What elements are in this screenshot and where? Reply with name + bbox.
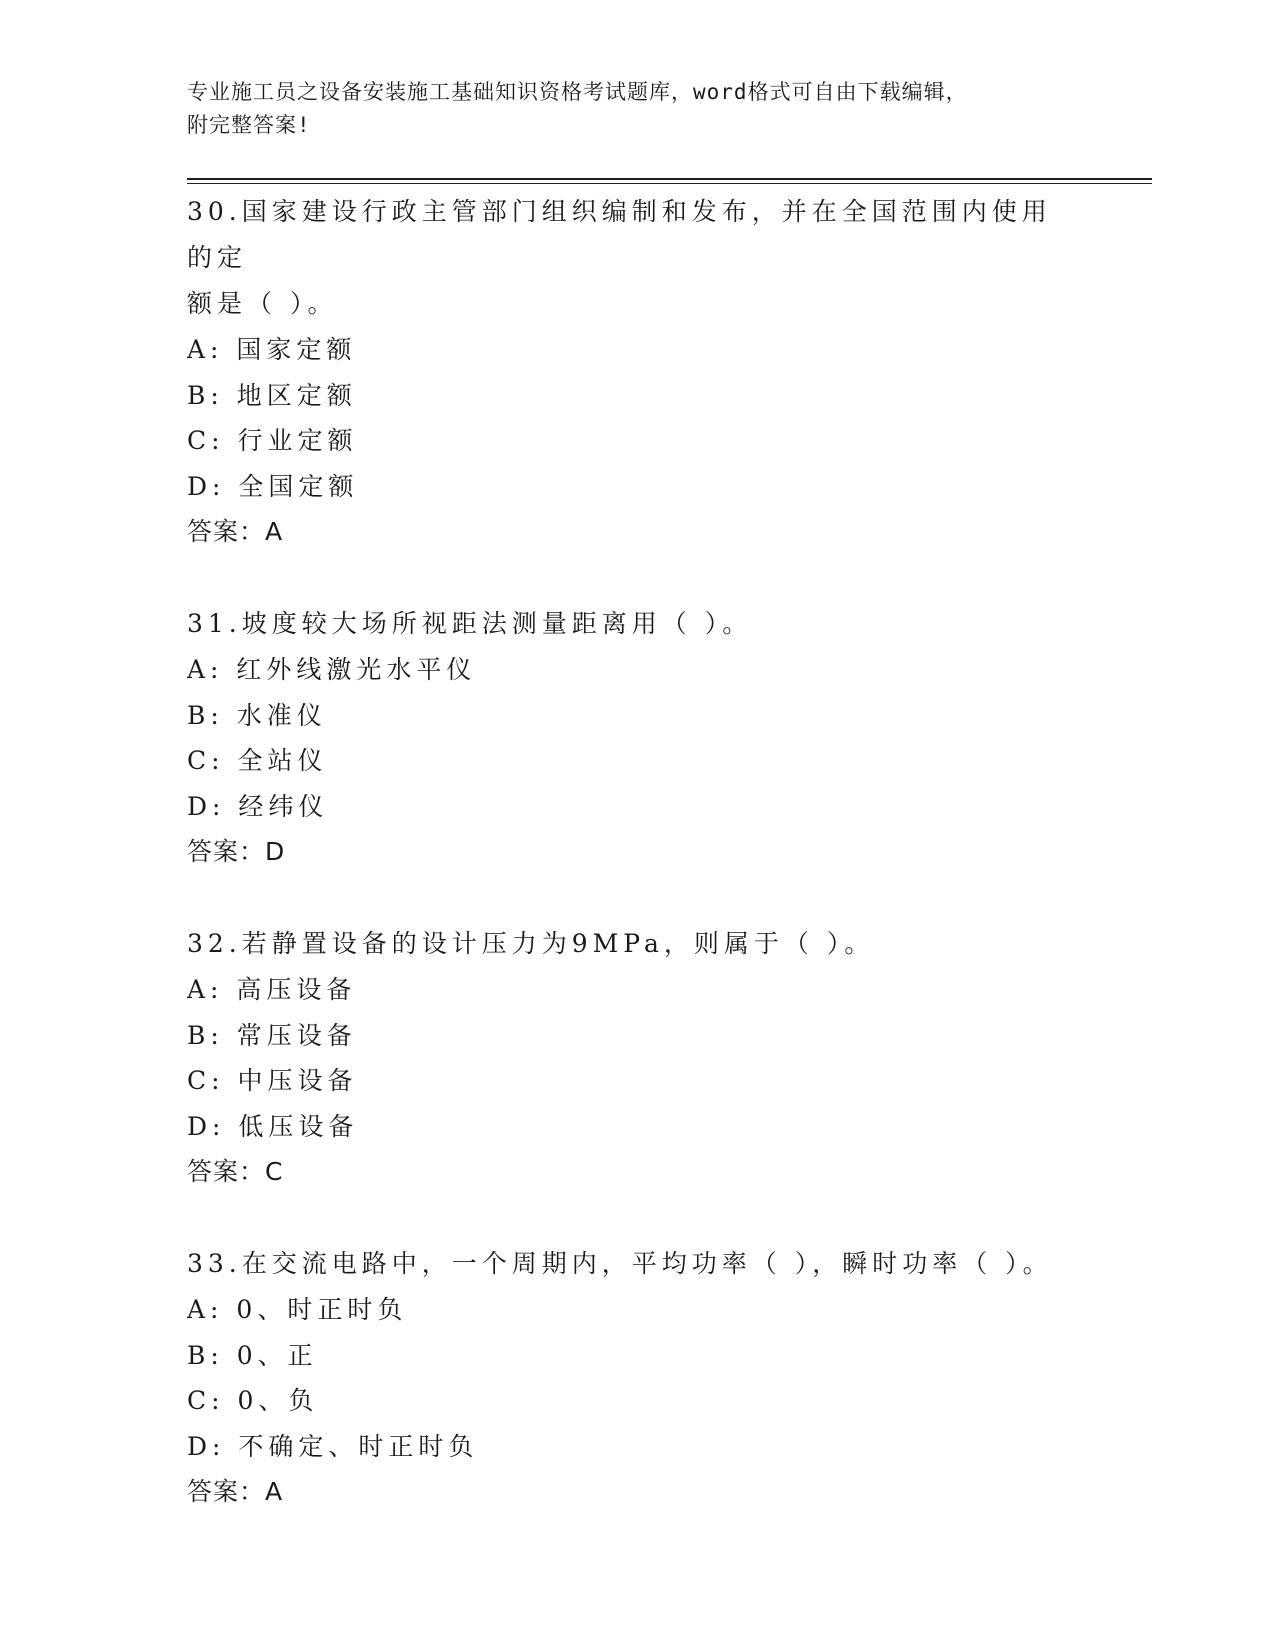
header-title-line-1: 专业施工员之设备安装施工基础知识资格考试题库，word格式可自由下载编辑， — [187, 80, 968, 104]
header-divider-thin — [187, 183, 1152, 184]
document-header — [187, 76, 1067, 142]
question-stem — [187, 1241, 1067, 1287]
answer-line: 答案：A — [187, 1477, 284, 1506]
header-title-line-2: 附完整答案! — [187, 113, 311, 137]
option-d: D: 不确定、时正时负 — [187, 1431, 479, 1461]
option-d: D: 全国定额 — [187, 471, 359, 501]
option-c: C: 全站仪 — [187, 746, 328, 775]
question-31 — [187, 601, 1087, 875]
question-32 — [187, 921, 1087, 1195]
option-c: C: 中压设备 — [187, 1066, 358, 1095]
option-b: B: 常压设备 — [187, 1020, 357, 1050]
option-a: A: 高压设备 — [187, 975, 357, 1004]
question-stem-line-1: 32.若静置设备的设计压力为9MPa，则属于（ ）。 — [187, 929, 875, 958]
option-d: D: 经纬仪 — [187, 791, 329, 821]
question-list — [187, 189, 1087, 1561]
option-c: C: 行业定额 — [187, 426, 358, 455]
question-stem-line-1: 30.国家建设行政主管部门组织编制和发布，并在全国范围内使用的定 — [187, 197, 1052, 272]
question-stem — [187, 921, 1067, 967]
option-d: D: 低压设备 — [187, 1111, 359, 1141]
question-stem — [187, 189, 1067, 327]
question-stem-line-1: 31.坡度较大场所视距法测量距离用（ ）。 — [187, 609, 753, 638]
option-b: B: 水准仪 — [187, 700, 327, 730]
question-30 — [187, 189, 1087, 555]
question-stem — [187, 601, 1067, 647]
question-stem-line-2: 额是（ ）。 — [187, 289, 338, 318]
question-33 — [187, 1241, 1087, 1515]
option-a: A: 0、时正时负 — [187, 1295, 408, 1324]
option-b: B: 地区定额 — [187, 380, 357, 410]
question-stem-line-1: 33.在交流电路中，一个周期内，平均功率（ ），瞬时功率（ ）。 — [187, 1249, 1053, 1278]
option-a: A: 红外线激光水平仪 — [187, 655, 477, 684]
header-divider-thick — [187, 178, 1152, 180]
option-a: A: 国家定额 — [187, 335, 357, 364]
option-b: B: 0、正 — [187, 1340, 318, 1370]
option-c: C: 0、负 — [187, 1386, 319, 1415]
answer-line: 答案：D — [187, 837, 286, 866]
answer-line: 答案：A — [187, 517, 284, 546]
answer-line: 答案：C — [187, 1157, 284, 1186]
